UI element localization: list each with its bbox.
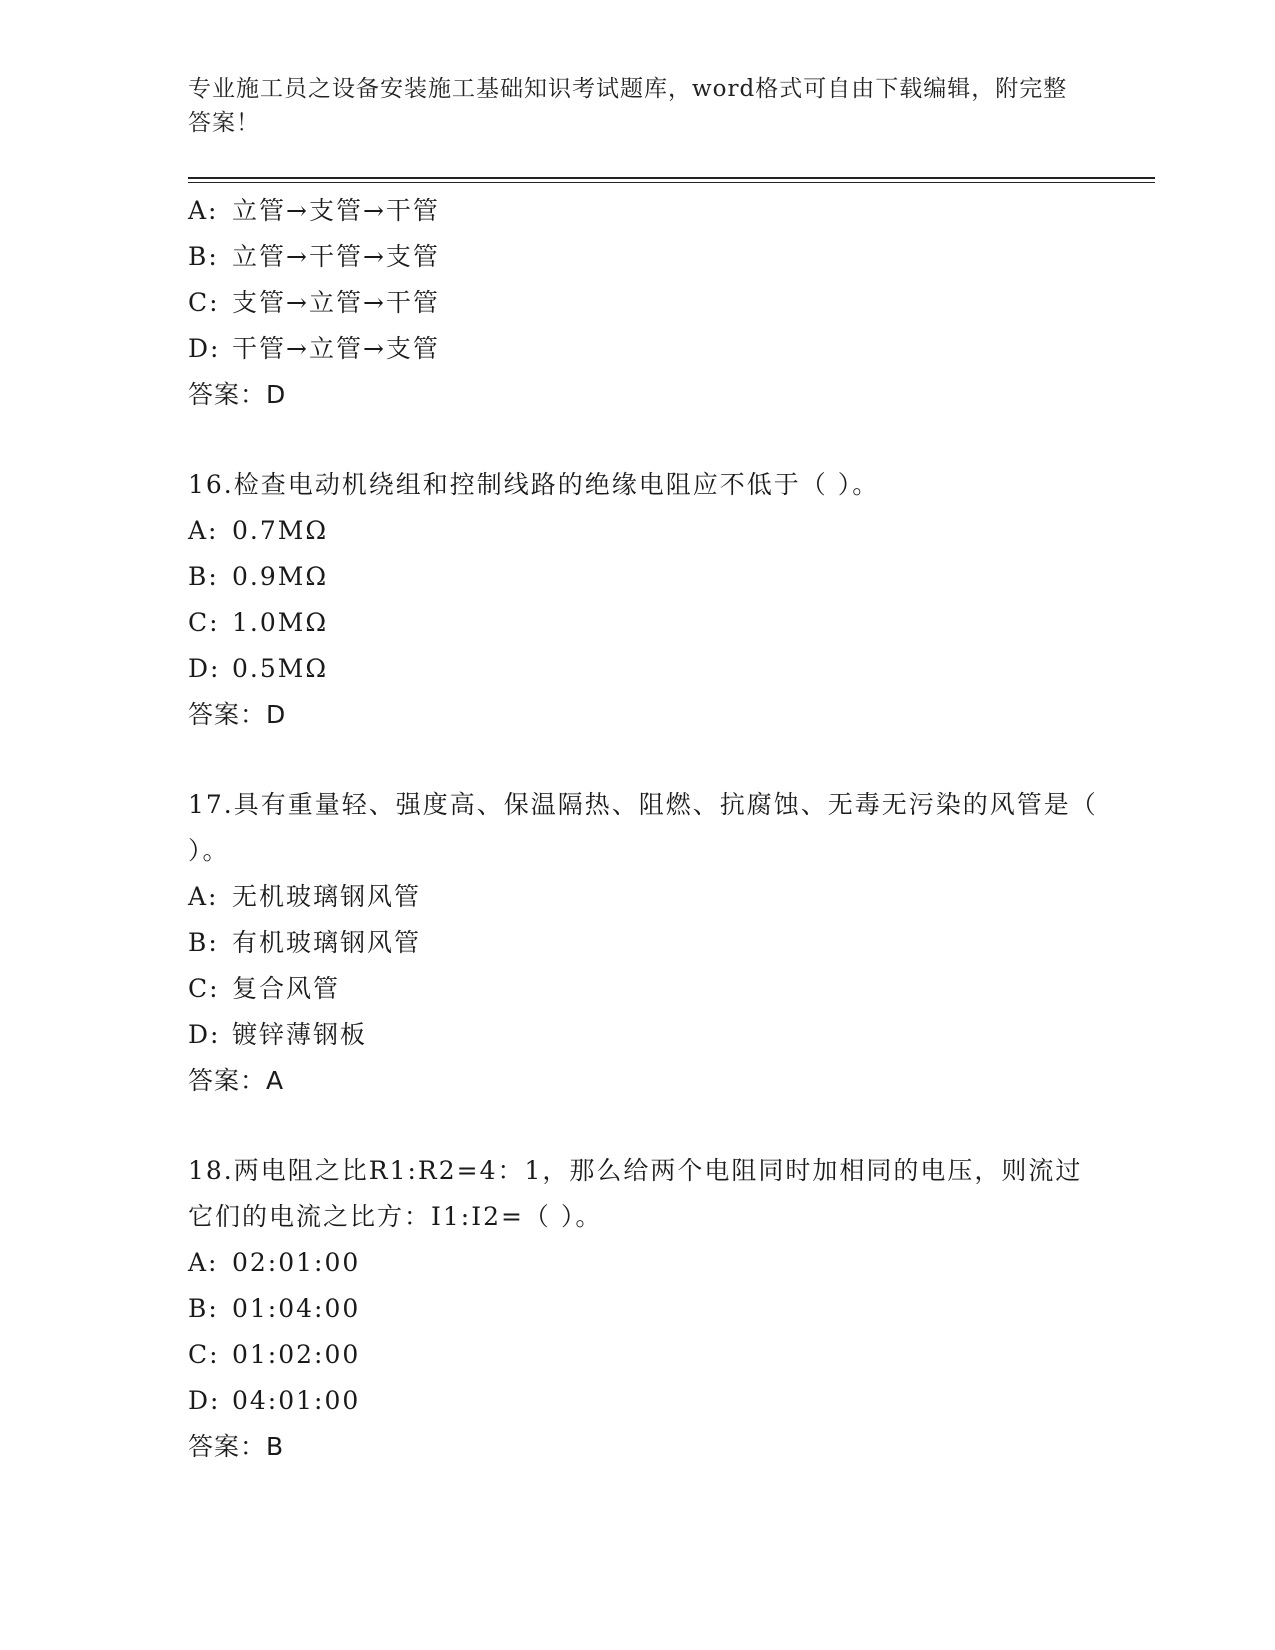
header-divider: [188, 177, 1155, 179]
option-d: D: 04:01:00: [188, 1386, 361, 1415]
option-c: C: 支管→立管→干管: [188, 288, 440, 317]
continued-question: [188, 188, 1108, 418]
header-divider-thin: [188, 182, 1155, 183]
option-c: C: 1.0MΩ: [188, 608, 329, 637]
answer: 答案：D: [188, 380, 287, 409]
document-header: [188, 72, 1068, 140]
option-c: C: 01:02:00: [188, 1340, 361, 1369]
option-a: A: 02:01:00: [188, 1248, 361, 1277]
header-title: 专业施工员之设备安装施工基础知识考试题库，word格式可自由下载编辑，附完整答案！: [188, 76, 1068, 136]
option-b: B: 立管→干管→支管: [188, 242, 440, 271]
option-c: C: 复合风管: [188, 974, 341, 1003]
question-text: 16.检查电动机绕组和控制线路的绝缘电阻应不低于（ ）。: [188, 470, 880, 499]
question-17: [188, 782, 1108, 1104]
answer: 答案：D: [188, 700, 287, 729]
option-a: A: 立管→支管→干管: [188, 196, 440, 225]
option-d: D: 干管→立管→支管: [188, 334, 440, 363]
option-b: B: 0.9MΩ: [188, 562, 329, 591]
question-16: [188, 462, 1108, 738]
option-b: B: 01:04:00: [188, 1294, 361, 1323]
question-text: 17.具有重量轻、强度高、保温隔热、阻燃、抗腐蚀、无毒无污染的风管是（ ）。: [188, 790, 1098, 865]
answer: 答案：A: [188, 1066, 285, 1095]
option-d: D: 0.5MΩ: [188, 654, 329, 683]
option-a: A: 无机玻璃钢风管: [188, 882, 422, 911]
option-b: B: 有机玻璃钢风管: [188, 928, 422, 957]
document-body: [188, 188, 1108, 1470]
option-a: A: 0.7MΩ: [188, 516, 329, 545]
question-18: [188, 1148, 1108, 1470]
option-d: D: 镀锌薄钢板: [188, 1020, 368, 1049]
question-text: 18.两电阻之比R1:R2=4：1，那么给两个电阻同时加相同的电压，则流过它们的电流之比方：I1:I2=（ ）。: [188, 1156, 1083, 1231]
answer: 答案：B: [188, 1432, 285, 1461]
